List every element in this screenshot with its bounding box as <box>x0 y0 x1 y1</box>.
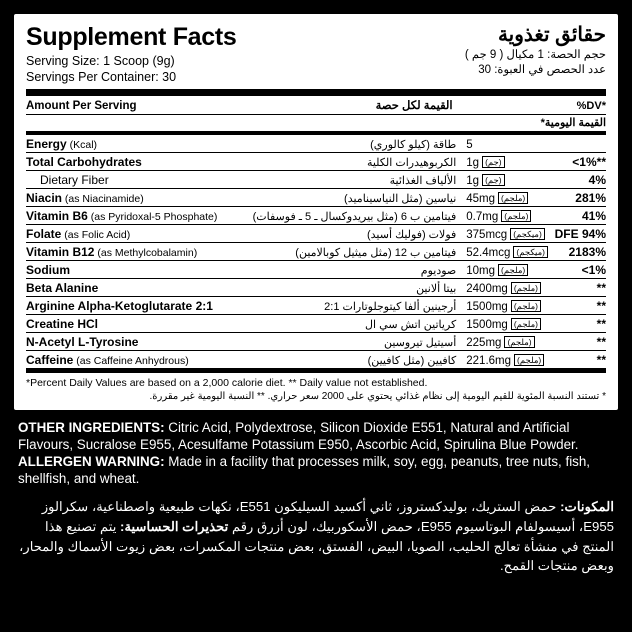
col-header-dv-en: %DV* <box>576 99 606 112</box>
row-amount-unit-ar: (جم) <box>482 156 505 169</box>
table-header-row-arabic <box>26 114 606 131</box>
row-amount-value: 1g <box>466 156 480 169</box>
row-name-ar: فولات (فوليك أسيد) <box>236 225 466 243</box>
allergen-warning-en <box>18 453 614 487</box>
allergen-label-ar: تحذيرات الحساسية: <box>120 518 229 534</box>
row-amount <box>466 171 548 189</box>
row-name-sub-en: (Kcal) <box>66 138 98 151</box>
row-daily-value: 41% <box>548 207 606 225</box>
row-name <box>26 297 236 315</box>
table-row <box>26 261 606 279</box>
row-name <box>26 243 236 261</box>
row-amount-value: 1g <box>466 174 480 187</box>
row-name-en: Creatine HCl <box>26 316 99 331</box>
row-name <box>26 333 236 351</box>
row-amount <box>466 351 548 369</box>
allergen-label-en: ALLERGEN WARNING: <box>18 453 165 469</box>
row-amount-value: 52.4mcg <box>466 246 511 259</box>
supplement-facts-panel <box>14 14 618 410</box>
row-name <box>26 135 236 153</box>
servings-per-container-en: Servings Per Container: 30 <box>26 70 177 85</box>
row-amount-unit-ar: (ميكجم) <box>513 246 548 259</box>
allergen-text-ar: يتم تصنيع هذا المنتج في منشأة تعالج الحليب، الصويا، البيض، الفستق، بعض منتجات المكسرات، بعض زيوت الأسماك والمحار، وبعض منتجات القمح. <box>19 518 614 574</box>
serving-size-en: Serving Size: 1 Scoop (9g) <box>26 54 175 69</box>
row-amount-unit-ar: (ملجم) <box>504 336 534 349</box>
row-amount-value: 221.6mg <box>466 354 512 367</box>
row-amount <box>466 135 548 153</box>
ingredients-text-ar: حمض الستريك، بوليدكستروز، ثاني أكسيد السيليكون E551، نكهات طبيعية واصطناعية، سكرالوز E955، أسيسولفام البوتاسيوم E955، حمض الأسكوربيك، لون أزرق رقم <box>41 498 614 534</box>
row-amount <box>466 153 548 171</box>
row-amount <box>466 225 548 243</box>
row-name-ar: بيتا ألانين <box>236 279 466 297</box>
row-name-en: Caffeine <box>26 352 74 367</box>
footnote-english: *Percent Daily Values are based on a 2,000 calorie diet. ** Daily value not established. <box>26 377 428 390</box>
row-amount-unit-ar: (ميكجم) <box>510 228 545 241</box>
row-name-ar: كرياتين اتش سي ال <box>236 315 466 333</box>
row-name-ar: فيتامين ب 6 (مثل بيريدوكسال ـ 5 ـ فوسفات) <box>236 207 466 225</box>
row-amount-value: 10mg <box>466 264 496 277</box>
row-name <box>26 315 236 333</box>
row-name <box>26 279 236 297</box>
table-row <box>26 351 606 369</box>
row-amount-unit-ar: (ملجم) <box>498 192 528 205</box>
table-row <box>26 243 606 261</box>
row-amount <box>466 279 548 297</box>
row-daily-value: ** <box>548 297 606 315</box>
col-header-dv <box>541 96 606 114</box>
row-daily-value: ** <box>548 333 606 351</box>
row-name <box>26 189 236 207</box>
row-amount-unit-ar: (ملجم) <box>511 282 541 295</box>
row-amount-value: 225mg <box>466 336 502 349</box>
row-name-sub-en: (as Folic Acid) <box>61 228 131 241</box>
page-title-arabic: حقائق تغذوية <box>497 24 606 46</box>
row-amount <box>466 207 548 225</box>
col-header-blank2 <box>274 114 462 131</box>
row-name-en: Niacin <box>26 190 63 205</box>
serving-size-ar: حجم الحصة: 1 مكيال ( 9 جم ) <box>464 49 606 61</box>
row-name-en: Arginine Alpha-Ketoglutarate 2:1 <box>26 298 213 313</box>
row-amount-value: 1500mg <box>466 318 508 331</box>
nutrition-table <box>26 96 606 131</box>
row-amount-unit-ar: (ملجم) <box>511 318 541 331</box>
row-amount-value: 375mcg <box>466 228 508 241</box>
row-name-en: N-Acetyl L-Tyrosine <box>26 334 139 349</box>
row-daily-value <box>548 135 606 153</box>
row-amount <box>466 315 548 333</box>
row-name <box>26 225 236 243</box>
row-name <box>26 153 236 171</box>
allergen-text-en: Made in a facility that processes milk, soy, egg, peanuts, tree nuts, fish, shellfish, and wheat. <box>18 453 591 486</box>
row-name-en: Total Carbohydrates <box>26 154 142 169</box>
row-name-sub-en: (as Niacinamide) <box>62 192 144 205</box>
ingredients-ar <box>18 497 614 576</box>
col-header-amount-en: Amount Per Serving <box>26 96 274 114</box>
col-header-blank <box>26 114 274 131</box>
row-name-ar: الألياف الغذائية <box>236 171 466 189</box>
row-name-en: Vitamin B12 <box>26 244 95 259</box>
ingredients-label-ar: المكونات: <box>560 498 614 514</box>
table-row <box>26 189 606 207</box>
panel-header-arabic <box>465 24 606 78</box>
table-row <box>26 135 606 153</box>
row-amount-unit-ar: (ملجم) <box>501 210 531 223</box>
row-daily-value: 2183% <box>548 243 606 261</box>
row-name-ar: فيتامين ب 12 (مثل ميثيل كوبالامين) <box>236 243 466 261</box>
row-amount <box>466 261 548 279</box>
row-amount-unit-ar: (ملجم) <box>514 354 544 367</box>
page-title: Supplement Facts <box>26 23 237 51</box>
row-amount <box>466 243 548 261</box>
row-amount-unit-ar: (ملجم) <box>511 300 541 313</box>
row-name <box>26 261 236 279</box>
table-row <box>26 315 606 333</box>
other-ingredients-en <box>18 419 614 453</box>
row-daily-value: 4% <box>548 171 606 189</box>
col-header-spacer <box>463 96 541 114</box>
table-row <box>26 207 606 225</box>
row-daily-value: ** <box>548 315 606 333</box>
row-name-ar: أسيتيل تيروسين <box>236 333 466 351</box>
row-amount-value: 1500mg <box>466 300 508 313</box>
row-name-ar: طاقة (كيلو كالوري) <box>236 135 466 153</box>
row-name-ar: الكربوهيدرات الكلية <box>236 153 466 171</box>
row-name-sub-en: (as Pyridoxal-5 Phosphate) <box>87 210 218 223</box>
row-daily-value: ** <box>548 351 606 369</box>
row-name-en: Dietary Fiber <box>40 172 109 187</box>
row-name-ar: صوديوم <box>236 261 466 279</box>
row-name <box>26 351 236 369</box>
row-amount-unit-ar: (ملجم) <box>498 264 528 277</box>
header-divider-thick <box>26 89 606 96</box>
table-row <box>26 153 606 171</box>
nutrition-table-body <box>26 96 606 131</box>
row-name <box>26 207 236 225</box>
row-amount-value: 5 <box>466 138 473 151</box>
row-name-en: Beta Alanine <box>26 280 99 295</box>
row-name <box>26 171 236 189</box>
nutrition-rows-body <box>26 135 606 369</box>
panel-header-english <box>26 24 237 85</box>
row-amount-value: 45mg <box>466 192 496 205</box>
row-name-sub-en: (as Caffeine Anhydrous) <box>73 354 189 367</box>
row-amount <box>466 297 548 315</box>
panel-header <box>26 24 606 85</box>
row-name-ar: أرجينين ألفا كيتوجلوتارات 2:1 <box>236 297 466 315</box>
nutrition-rows-table <box>26 135 606 369</box>
row-name-en: Vitamin B6 <box>26 208 88 223</box>
row-amount-value: 2400mg <box>466 282 508 295</box>
table-row <box>26 171 606 189</box>
table-row <box>26 333 606 351</box>
table-header-row <box>26 96 606 114</box>
row-name-en: Energy <box>26 136 67 151</box>
row-name-sub-en: (as Methylcobalamin) <box>94 246 198 259</box>
table-row <box>26 279 606 297</box>
row-daily-value: <1%** <box>548 153 606 171</box>
table-row <box>26 297 606 315</box>
row-amount <box>466 333 548 351</box>
row-name-ar: نياسين (مثل النياسيناميد) <box>236 189 466 207</box>
row-daily-value: 281% <box>548 189 606 207</box>
row-daily-value: DFE 94% <box>548 225 606 243</box>
row-name-en: Folate <box>26 226 62 241</box>
footnote-arabic: * تستند النسبة المئوية للقيم اليومية إلى نظام غذائي يحتوي على 2000 سعر حراري. ** النسبة اليومية غير مقررة. <box>149 391 606 403</box>
other-ingredients-label-en: OTHER INGREDIENTS: <box>18 419 165 435</box>
row-amount-value: 0.7mg <box>466 210 499 223</box>
row-name-en: Sodium <box>26 262 70 277</box>
footnote <box>26 373 606 404</box>
row-daily-value: <1% <box>548 261 606 279</box>
outer-text-block <box>14 410 618 576</box>
table-row <box>26 225 606 243</box>
col-header-dv-ar: *القيمة اليومية <box>540 117 606 130</box>
other-ingredients-text-en: Citric Acid, Polydextrose, Silicon Dioxide E551, Natural and Artificial Flavours, Sucralose E955, Acesulfame Potassium E950, Ascorbic Acid, Spirulina Blue Powder. <box>18 419 579 452</box>
row-daily-value: ** <box>548 279 606 297</box>
col-header-amount-ar: القيمة لكل حصة <box>274 96 462 114</box>
col-header-blank3 <box>463 114 541 131</box>
row-name-ar: كافيين (مثل كافيين) <box>236 351 466 369</box>
row-amount <box>466 189 548 207</box>
servings-per-container-ar: عدد الحصص في العبوة: 30 <box>478 63 606 76</box>
row-amount-unit-ar: (جم) <box>482 174 505 187</box>
